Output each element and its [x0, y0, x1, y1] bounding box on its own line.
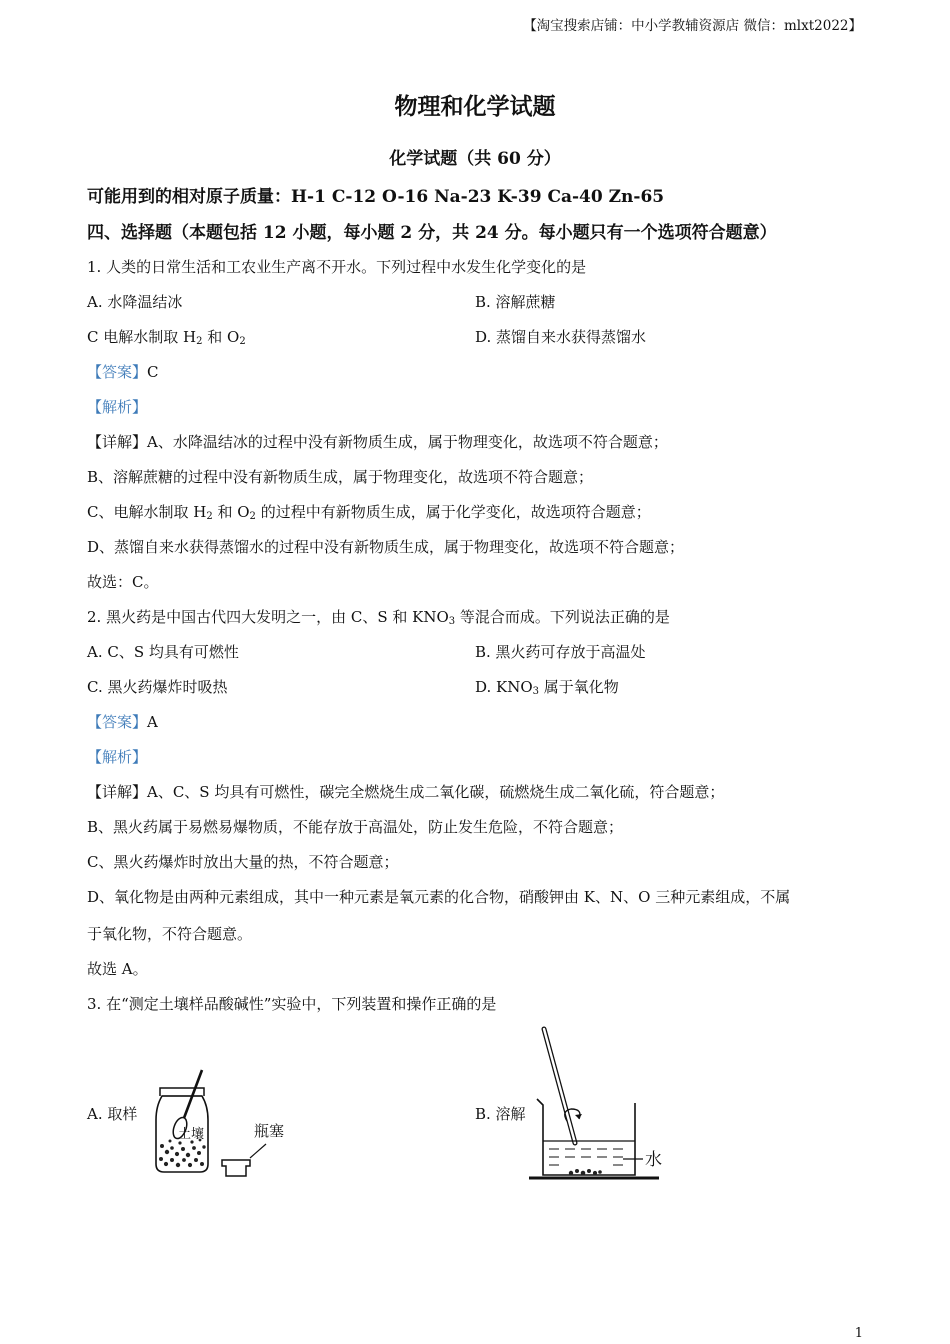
q1-detail-4: D、蒸馏自来水获得蒸馏水的过程中没有新物质生成，属于物理变化，故选项不符合题意；	[87, 538, 685, 556]
q2-option-d: D. $KNO_3$ 属于氧化物	[475, 678, 619, 697]
q1-option-b: B. 溶解蔗糖	[475, 293, 556, 311]
q2-stem: 2. 黑火药是中国古代四大发明之一，由 C、S 和 $KNO_3$ 等混合而成。下列说法正确的是	[87, 608, 670, 627]
page-title: 物理和化学试题	[394, 93, 556, 120]
figure-b-dissolving	[525, 1025, 675, 1185]
label-stopper: 瓶塞	[254, 1122, 285, 1140]
q2-detail-1: 【详解】A、C、S 均具有可燃性，碳完全燃烧生成二氧化碳，硫燃烧生成二氧化硫，符合题意；	[87, 783, 725, 801]
q1-option-c: C 电解水制取 $H_2$ 和 $O_2$	[87, 328, 246, 347]
page-header: 【淘宝搜索店铺：中小学教辅资源店 微信：mlxt2022】	[523, 18, 862, 34]
q2-option-c: C. 黑火药爆炸时吸热	[87, 678, 228, 696]
label-water: 水	[645, 1150, 662, 1170]
label-soil: 土壤	[178, 1127, 205, 1142]
q2-analysis-tag: 【解析】	[87, 748, 148, 766]
page-subtitle: 化学试题（共 60 分）	[389, 149, 561, 169]
q1-detail-2: B、溶解蔗糖的过程中没有新物质生成，属于物理变化，故选项不符合题意；	[87, 468, 594, 486]
q1-answer: 【答案】C	[87, 363, 159, 381]
q3-option-a: A. 取样	[87, 1105, 138, 1123]
q3-stem: 3. 在“测定土壤样品酸碱性”实验中，下列装置和操作正确的是	[87, 995, 497, 1013]
q1-option-d: D. 蒸馏自来水获得蒸馏水	[475, 328, 647, 346]
section-heading: 四、选择题（本题包括 12 小题，每小题 2 分，共 24 分。每小题只有一个选项符合题意）	[87, 223, 777, 243]
q2-option-a: A. C、S 均具有可燃性	[87, 643, 239, 661]
q2-detail-3: C、黑火药爆炸时放出大量的热，不符合题意；	[87, 853, 399, 871]
q2-answer: 【答案】A	[87, 713, 158, 731]
figure-a-sampling	[150, 1060, 300, 1185]
q1-stem: 1. 人类的日常生活和工农业生产离不开水。下列过程中水发生化学变化的是	[87, 258, 587, 276]
q1-conclusion: 故选：C。	[87, 573, 159, 591]
q2-conclusion: 故选 A。	[87, 960, 148, 978]
q3-option-b: B. 溶解	[475, 1105, 526, 1123]
q2-detail-4b: 于氧化物，不符合题意。	[87, 925, 253, 943]
q1-analysis-tag: 【解析】	[87, 398, 148, 416]
q1-detail-1: 【详解】A、水降温结冰的过程中没有新物质生成，属于物理变化，故选项不符合题意；	[87, 433, 668, 451]
q1-detail-3: C、电解水制取 $H_2$ 和 $O_2$ 的过程中有新物质生成，属于化学变化，故选项符合题意；	[87, 503, 651, 522]
q2-option-b: B. 黑火药可存放于高温处	[475, 643, 646, 661]
page-number: 1	[854, 1326, 863, 1341]
atomic-masses: 可能用到的相对原子质量：H-1 C-12 O-16 Na-23 K-39 Ca-40 Zn-65	[87, 187, 665, 207]
q1-option-a: A. 水降温结冰	[87, 293, 183, 311]
q2-detail-2: B、黑火药属于易燃易爆物质，不能存放于高温处，防止发生危险，不符合题意；	[87, 818, 624, 836]
q2-detail-4a: D、氧化物是由两种元素组成，其中一种元素是氧元素的化合物，硝酸钾由 K、N、O 三种元素组成，不属	[87, 888, 791, 906]
